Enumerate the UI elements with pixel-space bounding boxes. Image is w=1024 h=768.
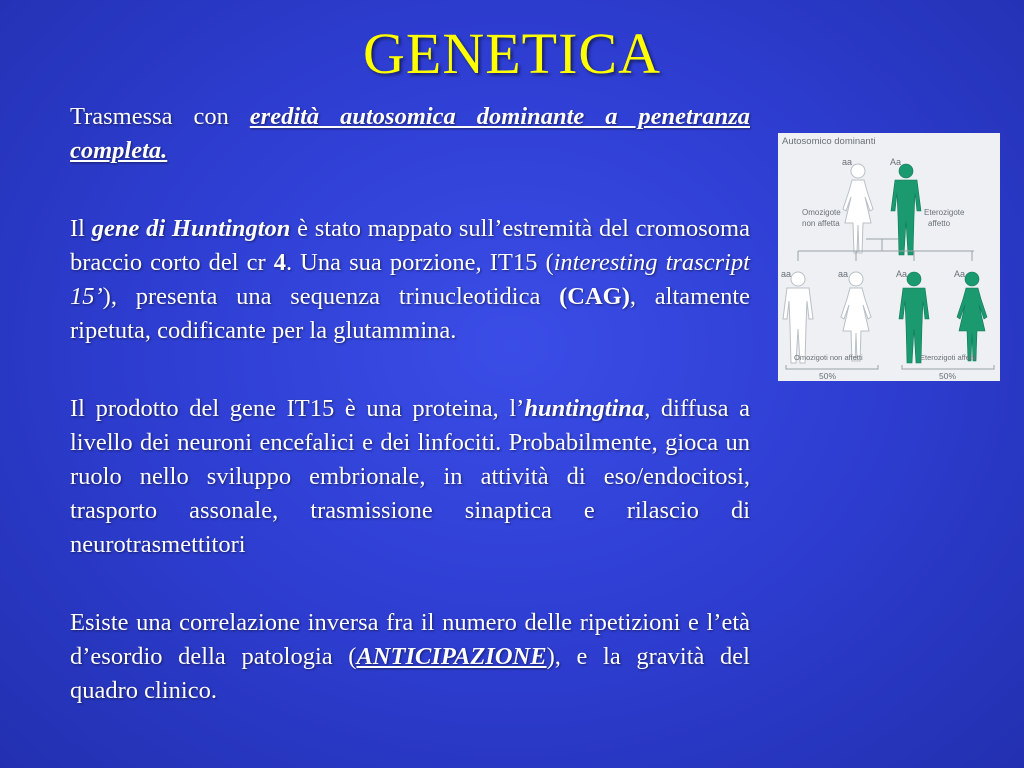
figure-heading: Autosomico dominanti	[782, 136, 876, 147]
text-span: , altamente ripetuta, codificante per la glutammina.	[70, 283, 750, 344]
paragraph-protein	[70, 392, 750, 562]
paragraph-anticipation	[70, 606, 750, 708]
text-span: ), presenta una sequenza trinucleotidica	[102, 283, 560, 310]
anticipation-term: ANTICIPAZIONE	[356, 643, 547, 670]
slide-title: GENETICA	[363, 21, 661, 86]
child1-genotype: aa	[781, 269, 792, 279]
parent2-label-line1: Eterozigote	[924, 208, 965, 217]
child3-genotype: Aa	[896, 269, 908, 279]
parent1-genotype: aa	[842, 157, 853, 167]
inheritance-emphasis: eredità autosomica dominante a penetranza completa.	[70, 103, 751, 164]
mother-unaffected-icon	[843, 164, 873, 253]
paragraph-inheritance	[70, 100, 750, 168]
percentage-brackets	[786, 365, 994, 369]
text-span: Il prodotto del gene IT15 è una proteina, l’	[70, 395, 525, 422]
parent1-label-line2: non affetta	[802, 219, 840, 228]
text-span: , diffusa a livello dei neuroni encefalici e dei linfociti. Probabilmente, gioca un ruolo nello sviluppo embrionale, in attività di eso/endocitosi, trasporto assonale, trasmissione sinaptica e rilascio di neurotrasmettitori	[70, 395, 751, 558]
it15-expansion: interesting trascript 15’	[70, 249, 750, 310]
pedigree-diagram	[778, 133, 1000, 381]
cag-repeat: (CAG)	[559, 283, 630, 310]
text-span: Trasmessa con	[70, 103, 250, 130]
unaffected-label: Omozigoti non affetti	[794, 353, 863, 362]
affected-percentage: 50%	[939, 371, 957, 381]
protein-name: huntingtina	[524, 395, 645, 422]
child3-affected-male-icon	[899, 272, 929, 363]
affected-label: Eterozigoti affetti	[920, 353, 976, 362]
text-span: ), e la gravità del quadro clinico.	[70, 643, 750, 704]
unaffected-percentage: 50%	[819, 371, 837, 381]
pedigree-figure	[778, 133, 1000, 381]
child4-genotype: Aa	[954, 269, 966, 279]
text-span: Esiste una correlazione inversa fra il numero delle ripetizioni e l’età d’esordio della patologia (	[70, 609, 750, 670]
child1-unaffected-male-icon	[783, 272, 813, 363]
parent2-genotype: Aa	[890, 157, 902, 167]
text-span: è stato mappato sull’estremità del cromosoma braccio corto del cr	[70, 215, 750, 276]
slide-body	[70, 100, 750, 752]
child4-affected-female-icon	[957, 272, 987, 361]
text-span: . Una sua porzione, IT15 (	[285, 249, 554, 276]
parent2-label-line2: affetto	[928, 219, 951, 228]
child2-genotype: aa	[838, 269, 849, 279]
child2-unaffected-female-icon	[841, 272, 871, 361]
paragraph-gene	[70, 212, 750, 348]
chromosome-number: 4	[273, 249, 286, 276]
pedigree-connectors	[798, 239, 974, 261]
gene-name: gene di Huntington	[91, 215, 291, 242]
father-affected-icon	[891, 164, 921, 255]
text-span: Il	[70, 215, 92, 242]
parent1-label-line1: Omozigote	[802, 208, 841, 217]
